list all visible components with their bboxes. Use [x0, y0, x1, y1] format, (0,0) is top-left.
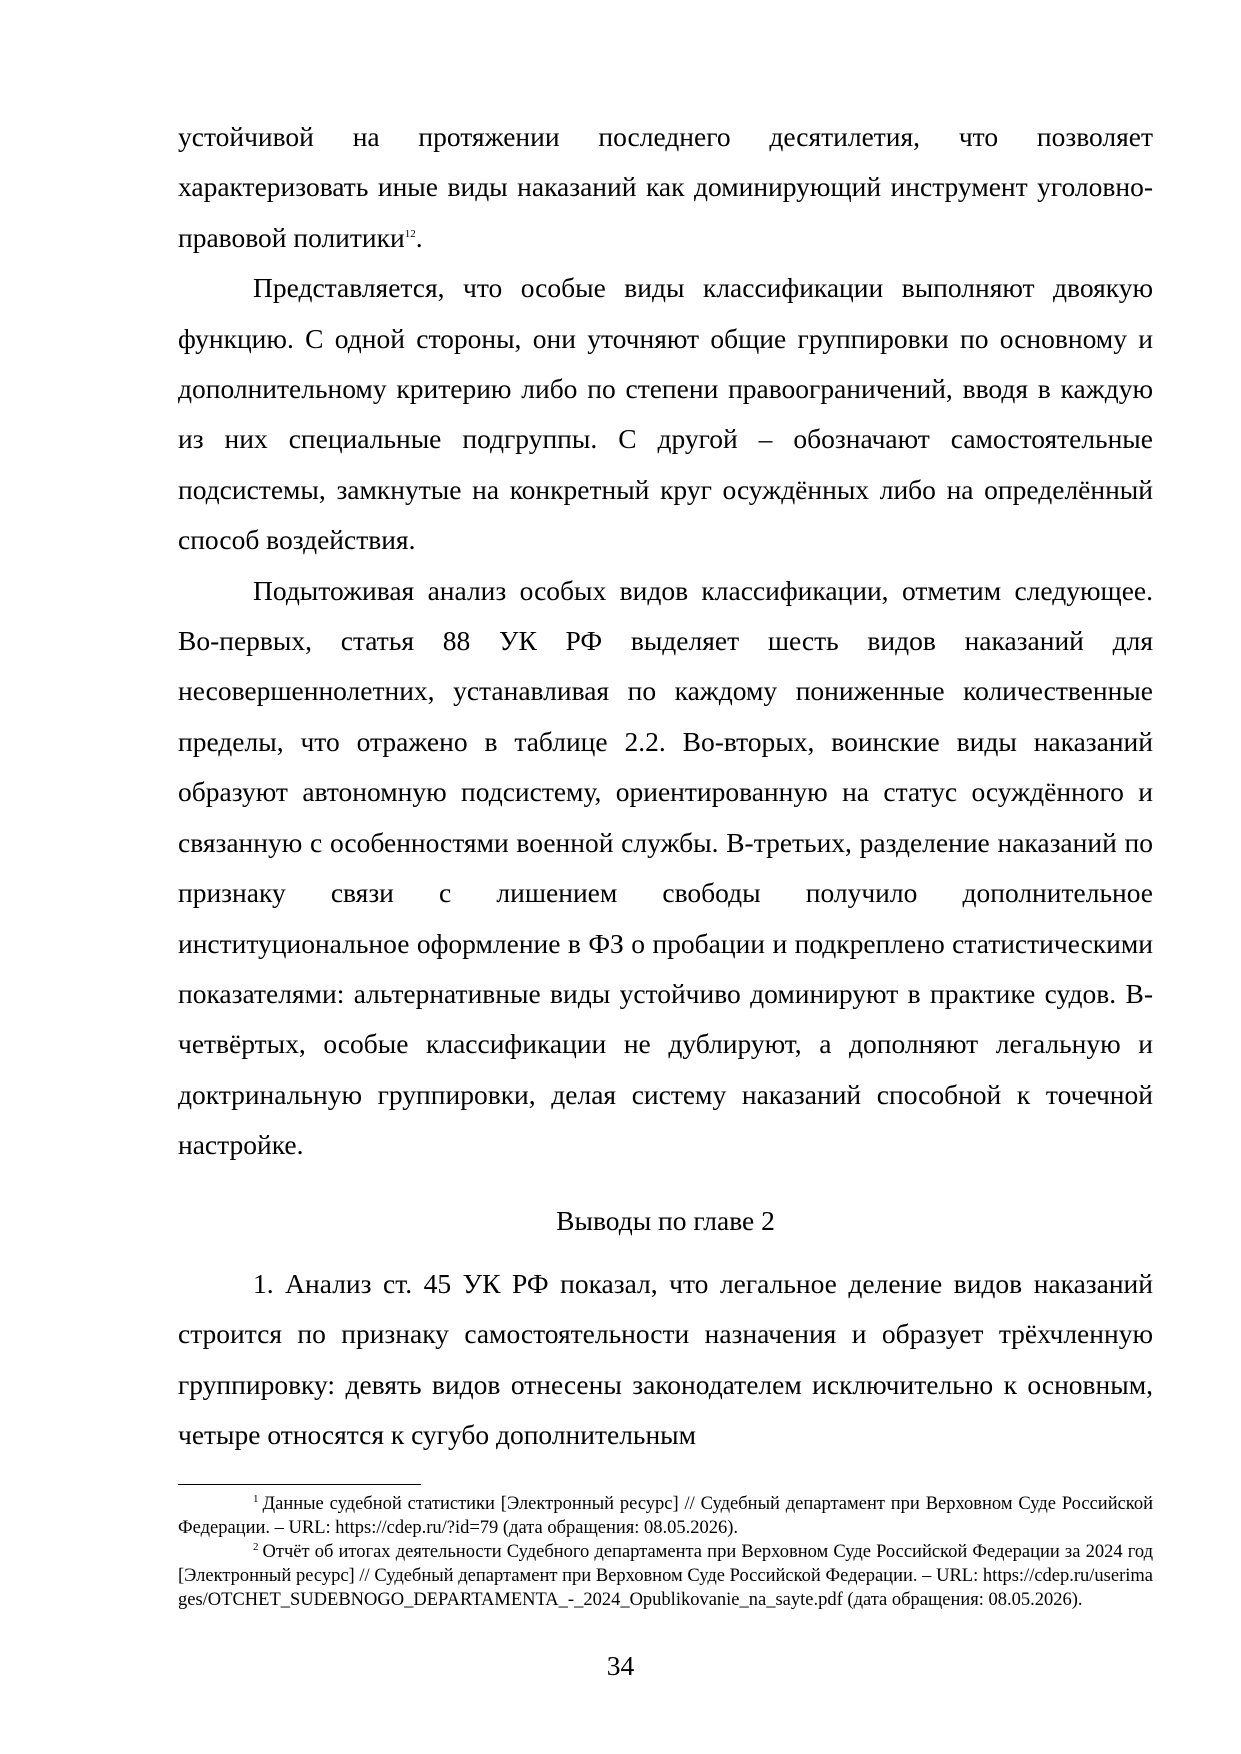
- paragraph-4: 1. Анализ ст. 45 УК РФ показал, что легальное деление видов наказаний строится по признаку самостоятельности назначения и образует трёхчленную группировку: девять видов отнесены законодателем исключительно к основным, четыре относятся к сугубо дополнительным: [178, 1267, 1153, 1451]
- page-number: 34: [606, 1650, 635, 1681]
- footnote-reference[interactable]: 12: [404, 227, 416, 240]
- paragraph-1-end: .: [415, 221, 423, 253]
- paragraph-continuation: [178, 112, 1153, 263]
- section-heading: Выводы по главе 2: [556, 1204, 775, 1236]
- footnote-2-mark: 2: [253, 1540, 259, 1553]
- paragraph-1-text: устойчивой на протяжении последнего десятилетия, что позволяет характеризовать иные виды наказаний как доминирующий инструмент уголовно-правовой политики: [178, 121, 1153, 253]
- paragraph-3: Подытоживая анализ особых видов классификации, отметим следующее. Во-первых, статья 88 УК РФ выделяет шесть видов наказаний для несовершеннолетних, устанавливая по каждому пониженные количественные пределы, что отражено в таблице 2.2. Во-вторых, воинские виды наказаний образуют автономную подсистему, ориентированную на статус осуждённого и связанную с особенностями военной службы. В-третьих, разделение наказаний по признаку связи с лишением свободы получило дополнительное институциональное оформление в ФЗ о пробации и подкреплено статистическими показателями: альтернативные виды устойчиво доминируют в практике судов. В-четвёртых, особые классификации не дублируют, а дополняют легальную и доктринальную группировки, делая систему наказаний способной к точечной настройке.: [178, 574, 1153, 1161]
- footnote-2: [178, 1540, 1153, 1612]
- footnote-1-text: Данные судебной статистики [Электронный ресурс] // Судебный департамент при Верховном Суде Российской Федерации. – URL: https://cdep.ru/?id=79 (дата обращения: 08.05.2026).: [178, 1494, 1153, 1538]
- footnote-1-mark: 1: [253, 1492, 259, 1505]
- footnote-separator: [178, 1484, 421, 1485]
- footnote-1: [178, 1492, 1153, 1540]
- paragraph-2: Представляется, что особые виды классификации выполняют двоякую функцию. С одной стороны, они уточняют общие группировки по основному и дополнительному критерию либо по степени правоограничений, вводя в каждую из них специальные подгруппы. С другой – обозначают самостоятельные подсистемы, замкнутые на конкретный круг осуждённых либо на определённый способ воздействия.: [178, 272, 1153, 556]
- footnotes: [178, 1492, 1153, 1612]
- footnote-2-text: Отчёт об итогах деятельности Судебного департамента при Верховном Суде Российской Федерации за 2024 год [Электронный ресурс] // Судебный департамент при Верховном Суде Российской Федерации. – URL: https://cdep.ru/userimages/OTCHET_SUDEBNOGO_DEPARTAMENTA_-_2024_Opublikovanie_na_sayte.pdf (дата обращения: 08.05.2026).: [178, 1542, 1153, 1610]
- body-text: [178, 112, 1153, 1461]
